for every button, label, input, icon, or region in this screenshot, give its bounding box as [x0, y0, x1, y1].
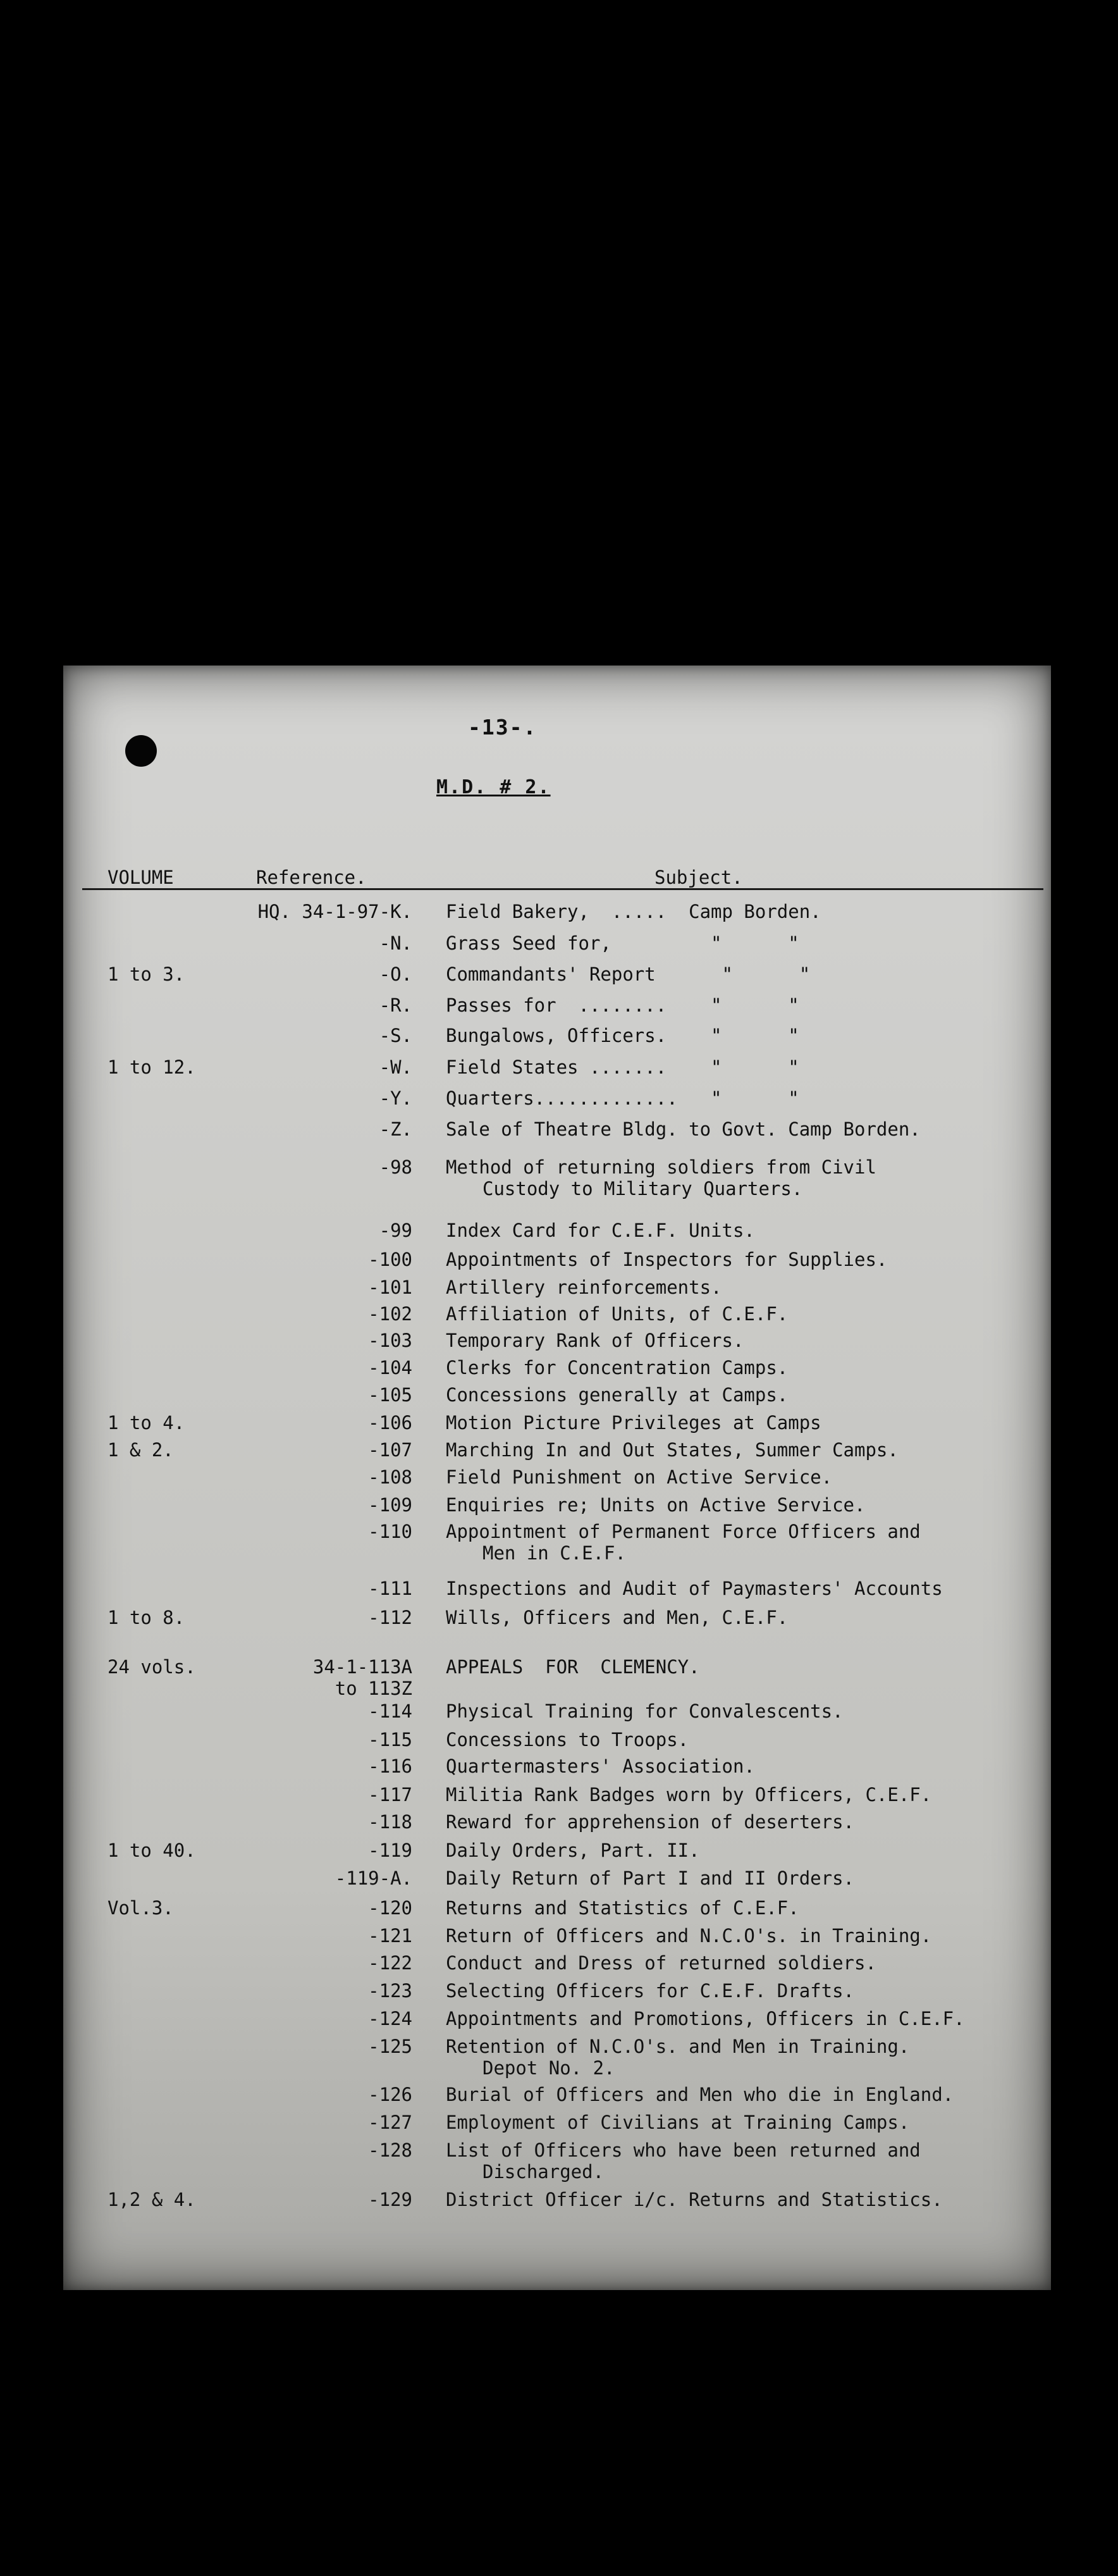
- reference-cell: [368, 1384, 412, 1406]
- subject-cell: [446, 1578, 943, 1599]
- subject-cell: [446, 1811, 854, 1833]
- subject-text: Return of Officers and N.C.O's. in Training.: [446, 1925, 932, 1947]
- reference-text: -103: [368, 1330, 412, 1351]
- reference-text-line2: to 113Z: [335, 1678, 412, 1699]
- reference-text: -R.: [379, 994, 412, 1016]
- reference-text: -124: [368, 2008, 412, 2029]
- subject-cell: [446, 1494, 865, 1516]
- reference-text: -118: [368, 1811, 412, 1833]
- document-page: [63, 666, 1051, 2290]
- subject-text: Temporary Rank of Officers.: [446, 1330, 744, 1351]
- subject-cell: [446, 2139, 921, 2183]
- subject-cell: [446, 2112, 909, 2133]
- reference-cell: [368, 1840, 412, 1861]
- volume-cell: 1 to 40.: [108, 1840, 196, 1861]
- reference-cell: [368, 1700, 412, 1722]
- reference-text: -114: [368, 1700, 412, 1722]
- subject-cell: [446, 1156, 876, 1199]
- reference-text: -O.: [379, 963, 412, 985]
- reference-cell: [368, 1756, 412, 1777]
- header-rule: [82, 888, 1043, 890]
- subject-text: Bungalows, Officers. " ": [446, 1025, 799, 1046]
- district-heading: M.D. # 2.: [436, 776, 551, 798]
- subject-text: List of Officers who have been returned and: [446, 2139, 921, 2161]
- subject-text: Concessions to Troops.: [446, 1729, 689, 1750]
- column-header-volume: VOLUME: [108, 867, 174, 888]
- reference-text: -119: [368, 1840, 412, 1861]
- subject-text-line2: Custody to Military Quarters.: [482, 1178, 803, 1199]
- subject-cell: [446, 1867, 854, 1889]
- reference-text: -Y.: [379, 1087, 412, 1109]
- reference-text: -128: [368, 2139, 412, 2161]
- subject-text: Field States ....... " ": [446, 1056, 799, 1078]
- reference-cell: [368, 1249, 412, 1270]
- reference-cell: [368, 1925, 412, 1947]
- page-number: -13-.: [468, 715, 538, 740]
- reference-cell: [379, 932, 412, 954]
- reference-text: -119-A.: [335, 1867, 412, 1889]
- subject-text-line2: Depot No. 2.: [482, 2057, 615, 2079]
- subject-cell: [446, 1118, 921, 1140]
- reference-cell: [368, 1980, 412, 2002]
- reference-cell: [379, 1156, 412, 1178]
- volume-cell: 1 to 3.: [108, 963, 185, 985]
- column-header-reference: Reference.: [256, 867, 367, 888]
- reference-text: -125: [368, 2036, 412, 2057]
- reference-cell: [379, 1118, 412, 1140]
- reference-cell: [335, 1867, 412, 1889]
- subject-text: Concessions generally at Camps.: [446, 1384, 789, 1406]
- subject-text: APPEALS FOR CLEMENCY.: [446, 1656, 700, 1678]
- subject-text: Enquiries re; Units on Active Service.: [446, 1494, 866, 1516]
- subject-text: Motion Picture Privileges at Camps: [446, 1412, 821, 1434]
- reference-cell: [379, 1025, 412, 1046]
- reference-text: -N.: [379, 932, 412, 954]
- subject-cell: [446, 2008, 965, 2029]
- subject-cell: [446, 1384, 788, 1406]
- subject-cell: [446, 1330, 744, 1351]
- reference-text: 34-1-113A: [312, 1656, 412, 1678]
- subject-text: District Officer i/c. Returns and Statistics.: [446, 2189, 943, 2210]
- subject-cell: [446, 932, 799, 954]
- reference-text: -115: [368, 1729, 412, 1750]
- reference-cell: [368, 2189, 412, 2210]
- subject-cell: [446, 1220, 755, 1241]
- reference-text: -102: [368, 1303, 412, 1325]
- reference-cell: [368, 1466, 412, 1488]
- reference-text: -108: [368, 1466, 412, 1488]
- reference-text: -106: [368, 1412, 412, 1434]
- reference-cell: [379, 994, 412, 1016]
- subject-text: Selecting Officers for C.E.F. Drafts.: [446, 1980, 855, 2002]
- reference-cell: [368, 2139, 412, 2161]
- reference-cell: [368, 1811, 412, 1833]
- reference-text: -116: [368, 1756, 412, 1777]
- volume-cell: 1 to 8.: [108, 1607, 185, 1628]
- reference-cell: [368, 1494, 412, 1516]
- volume-cell: Vol.3.: [108, 1897, 174, 1919]
- reference-cell: [368, 1897, 412, 1919]
- reference-text: -105: [368, 1384, 412, 1406]
- reference-text: -120: [368, 1897, 412, 1919]
- volume-cell: 1,2 & 4.: [108, 2189, 196, 2210]
- reference-text: -112: [368, 1607, 412, 1628]
- subject-cell: [446, 963, 810, 985]
- subject-cell: [446, 1277, 722, 1298]
- subject-cell: [446, 1840, 700, 1861]
- subject-cell: [446, 1412, 821, 1434]
- subject-text: Reward for apprehension of deserters.: [446, 1811, 855, 1833]
- subject-cell: [446, 1357, 788, 1378]
- punch-hole: [125, 735, 157, 767]
- subject-text: Appointments of Inspectors for Supplies.: [446, 1249, 888, 1270]
- reference-cell: [368, 1578, 412, 1599]
- subject-text: Passes for ........ " ": [446, 994, 799, 1016]
- reference-cell: [368, 2036, 412, 2057]
- subject-text: Physical Training for Convalescents.: [446, 1700, 844, 1722]
- volume-cell: 1 to 12.: [108, 1056, 196, 1078]
- reference-text: -110: [368, 1521, 412, 1542]
- subject-text: Artillery reinforcements.: [446, 1277, 722, 1298]
- subject-cell: [446, 1729, 689, 1750]
- reference-cell: [258, 901, 412, 922]
- subject-cell: [446, 1607, 788, 1628]
- reference-text: -122: [368, 1952, 412, 1974]
- subject-text: Grass Seed for, " ": [446, 932, 799, 954]
- subject-cell: [446, 1897, 799, 1919]
- reference-text: -126: [368, 2084, 412, 2105]
- volume-cell: 1 & 2.: [108, 1439, 174, 1461]
- subject-cell: [446, 1056, 799, 1078]
- reference-cell: [368, 1607, 412, 1628]
- subject-text: Returns and Statistics of C.E.F.: [446, 1897, 799, 1919]
- subject-text: Commandants' Report " ": [446, 963, 811, 985]
- subject-text: Daily Orders, Part. II.: [446, 1840, 700, 1861]
- subject-text: Affiliation of Units, of C.E.F.: [446, 1303, 789, 1325]
- subject-cell: [446, 1952, 876, 1974]
- reference-text: -129: [368, 2189, 412, 2210]
- reference-cell: [368, 1277, 412, 1298]
- subject-text: Wills, Officers and Men, C.E.F.: [446, 1607, 789, 1628]
- reference-text: -117: [368, 1784, 412, 1805]
- subject-cell: [446, 1756, 755, 1777]
- subject-cell: [446, 2036, 909, 2079]
- reference-cell: [368, 1330, 412, 1351]
- reference-cell: [379, 1087, 412, 1109]
- subject-cell: [446, 1303, 788, 1325]
- subject-cell: [446, 1249, 887, 1270]
- reference-text: -127: [368, 2112, 412, 2133]
- subject-text: Quarters............. " ": [446, 1087, 799, 1109]
- reference-text: -W.: [379, 1056, 412, 1078]
- subject-cell: [446, 1466, 832, 1488]
- subject-text-line2: Discharged.: [482, 2161, 605, 2183]
- reference-text: HQ. 34-1-97-K.: [257, 901, 412, 922]
- reference-text: -121: [368, 1925, 412, 1947]
- reference-text: -101: [368, 1277, 412, 1298]
- reference-text: -100: [368, 1249, 412, 1270]
- subject-text: Retention of N.C.O's. and Men in Training.: [446, 2036, 910, 2057]
- reference-cell: [368, 1729, 412, 1750]
- reference-cell: [379, 1220, 412, 1241]
- reference-cell: [368, 2112, 412, 2133]
- reference-cell: [368, 1952, 412, 1974]
- subject-text: Appointments and Promotions, Officers in C.E.F.: [446, 2008, 965, 2029]
- reference-cell: [379, 963, 412, 985]
- reference-text: -99: [379, 1220, 412, 1241]
- reference-cell: [368, 1439, 412, 1461]
- subject-text: Index Card for C.E.F. Units.: [446, 1220, 755, 1241]
- reference-text: -111: [368, 1578, 412, 1599]
- reference-cell: [379, 1056, 412, 1078]
- subject-cell: [446, 1087, 799, 1109]
- reference-text: -109: [368, 1494, 412, 1516]
- subject-cell: [446, 1980, 854, 2002]
- reference-text: -123: [368, 1980, 412, 2002]
- reference-cell: [313, 1656, 412, 1699]
- subject-text: Appointment of Permanent Force Officers and: [446, 1521, 921, 1542]
- subject-cell: [446, 1784, 931, 1805]
- subject-text: Quartermasters' Association.: [446, 1756, 755, 1777]
- subject-cell: [446, 1700, 844, 1722]
- subject-text: Sale of Theatre Bldg. to Govt. Camp Borden.: [446, 1118, 921, 1140]
- subject-text: Field Bakery, ..... Camp Borden.: [446, 901, 821, 922]
- volume-cell: 1 to 4.: [108, 1412, 185, 1434]
- subject-cell: [446, 1439, 899, 1461]
- reference-text: -Z.: [379, 1118, 412, 1140]
- subject-text: Burial of Officers and Men who die in England.: [446, 2084, 954, 2105]
- reference-cell: [368, 1357, 412, 1378]
- subject-cell: [446, 994, 799, 1016]
- subject-text: Field Punishment on Active Service.: [446, 1466, 833, 1488]
- reference-text: -107: [368, 1439, 412, 1461]
- subject-text: Daily Return of Part I and II Orders.: [446, 1867, 855, 1889]
- subject-text: Method of returning soldiers from Civil: [446, 1156, 876, 1178]
- reference-cell: [368, 2008, 412, 2029]
- reference-cell: [368, 1521, 412, 1542]
- subject-cell: [446, 1656, 700, 1678]
- subject-text: Clerks for Concentration Camps.: [446, 1357, 789, 1378]
- reference-cell: [368, 2084, 412, 2105]
- subject-cell: [446, 901, 821, 922]
- subject-text: Employment of Civilians at Training Camps.: [446, 2112, 910, 2133]
- column-header-subject: Subject.: [654, 867, 743, 888]
- subject-text: Militia Rank Badges worn by Officers, C.E.F.: [446, 1784, 932, 1805]
- subject-text: Conduct and Dress of returned soldiers.: [446, 1952, 876, 1974]
- subject-cell: [446, 2189, 943, 2210]
- subject-text-line2: Men in C.E.F.: [482, 1542, 626, 1564]
- subject-text: Marching In and Out States, Summer Camps.: [446, 1439, 899, 1461]
- subject-text: Inspections and Audit of Paymasters' Accounts: [446, 1578, 943, 1599]
- subject-cell: [446, 1925, 931, 1947]
- reference-text: -S.: [379, 1025, 412, 1046]
- subject-cell: [446, 1025, 799, 1046]
- reference-cell: [368, 1412, 412, 1434]
- volume-cell: 24 vols.: [108, 1656, 196, 1678]
- reference-cell: [368, 1784, 412, 1805]
- reference-cell: [368, 1303, 412, 1325]
- reference-text: -104: [368, 1357, 412, 1378]
- subject-cell: [446, 2084, 954, 2105]
- reference-text: -98: [379, 1156, 412, 1178]
- subject-cell: [446, 1521, 921, 1564]
